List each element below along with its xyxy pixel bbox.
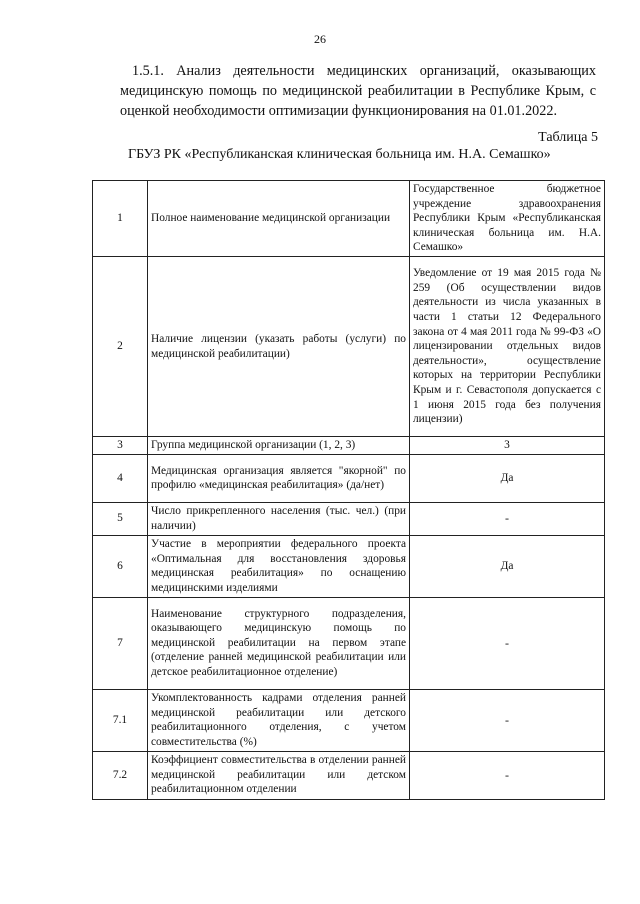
row-number: 4: [93, 454, 148, 502]
row-value: Государственное бюджетное учреждение здравоохранения Республики Крым «Республиканская клиническая больница им. Н.А. Семашко»: [410, 181, 605, 257]
section-heading-text: 1.5.1. Анализ деятельности медицинских организаций, оказывающих медицинскую помощь по медицинской реабилитации в Республике Крым, с оценкой необходимости оптимизации функционирования на 01.01.2022.: [120, 63, 596, 119]
info-table: [92, 180, 605, 800]
row-label: Наличие лицензии (указать работы (услуги) по медицинской реабилитации): [148, 257, 410, 437]
table-row: [93, 751, 605, 799]
row-label: Участие в мероприятии федерального проекта «Оптимальная для восстановления здоровья медицинская реабилитация» по оснащению медицинскими изделиями: [148, 535, 410, 597]
row-value: Уведомление от 19 мая 2015 года № 259 (Об осуществлении видов деятельности из числа указанных в части 1 статьи 12 Федерального закона от 4 мая 2011 года № 99-ФЗ «О лицензировании отдельных видов деятельности», осуществление которых на территории Республики Крым и г. Севастополя допускается с 1 июня 2015 года без получения лицензии): [410, 257, 605, 437]
row-value: -: [410, 689, 605, 751]
page-number: 26: [314, 32, 326, 46]
row-label: Число прикрепленного населения (тыс. чел.) (при наличии): [148, 502, 410, 535]
table-label: Таблица 5: [538, 130, 598, 145]
row-value: 3: [410, 437, 605, 455]
row-number: 6: [93, 535, 148, 597]
row-label: Группа медицинской организации (1, 2, 3): [148, 437, 410, 455]
row-value: Да: [410, 454, 605, 502]
row-number: 7.1: [93, 689, 148, 751]
table-row: [93, 454, 605, 502]
row-label: Медицинская организация является "якорной" по профилю «медицинская реабилитация» (да/нет): [148, 454, 410, 502]
row-number: 3: [93, 437, 148, 455]
table-row: [93, 535, 605, 597]
table-row: [93, 437, 605, 455]
table-row: [93, 597, 605, 689]
table-row: [93, 502, 605, 535]
row-value: -: [410, 597, 605, 689]
row-value: -: [410, 751, 605, 799]
row-label: Коэффициент совместительства в отделении ранней медицинской реабилитации или детском реабилитационном отделении: [148, 751, 410, 799]
row-number: 1: [93, 181, 148, 257]
row-number: 7.2: [93, 751, 148, 799]
row-number: 7: [93, 597, 148, 689]
row-value: Да: [410, 535, 605, 597]
row-value: -: [410, 502, 605, 535]
section-heading: [120, 61, 596, 121]
table-row: [93, 689, 605, 751]
table-row: [93, 181, 605, 257]
row-number: 2: [93, 257, 148, 437]
row-number: 5: [93, 502, 148, 535]
row-label: Укомплектованность кадрами отделения ранней медицинской реабилитации или детского реабилитационного отделения, с учетом совместительства (%): [148, 689, 410, 751]
row-label: Наименование структурного подразделения, оказывающего медицинскую помощь по медицинской реабилитации на первом этапе (отделение ранней медицинской реабилитации или детское реабилитационное отделение): [148, 597, 410, 689]
row-label: Полное наименование медицинской организации: [148, 181, 410, 257]
table-row: [93, 257, 605, 437]
table-title: ГБУЗ РК «Республиканская клиническая больница им. Н.А. Семашко»: [128, 147, 551, 162]
